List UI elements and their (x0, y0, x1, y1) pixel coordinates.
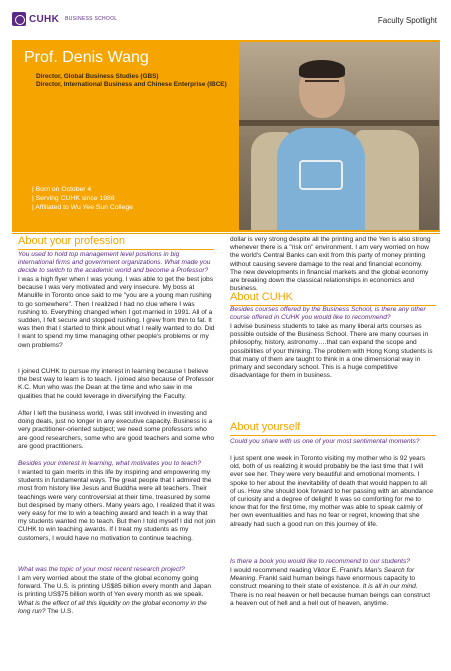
answer-paragraph: dollar is very strong despite all the printing and the Yen is also strong whenever there is a "risk on" environment. I am very worried on how the world's Central Banks can exit from this party of money printing without causing severe damage to the real and financial economy. The new developments in financial markets and the global economy are breaking down the classical relationships in economics and business. (230, 236, 431, 293)
section-label: Faculty Spotlight (377, 16, 437, 25)
hero-banner (12, 40, 440, 232)
answer-paragraph: I was a high flyer when I was young. I was able to get the best jobs because I was very motivated and very insecure. My boss at Manulife in Toronto once said to me "you are a young man rushing to go somewhere". Then I realized I had no clue where I was rushing to. Everything changed when I got married in 1991. All of a sudden, I felt secure and stopped rushing. I grew from thin to fat. It was then that I started to think about what I really wanted to do. Did I want to spend my time managing other people's problems or my own problems? (18, 276, 215, 349)
answer-paragraph: I just spent one week in Toronto visiting my mother who is 92 years old, both of us realizing it would probably be the last time that I will ever see her. They were very beautiful and emotional moments. I spoke to her about the inevitability of death that would happen to all of us. How she should look forward to her passing with an abundance of curiosity and a degree of delight! It was so comforting for me to know that for the first time, my mother was able to speak calmly of her own eventualities and has no fear or regret, knowing that she already had such a good run on this journey of life. (230, 455, 434, 528)
section-title-yourself: About yourself (230, 421, 301, 433)
answer-text: I would recommend reading Viktor E. Frankl's (230, 567, 363, 574)
question: What was the topic of your most recent research project? (18, 566, 185, 573)
section-bar (230, 435, 436, 436)
title-line: Director, International Business and Chinese Enterprise (IBCE) (36, 81, 227, 88)
question: Besides courses offered by the Business School, is there any other course offered in CUHK you would like to recommend? (230, 306, 426, 322)
section-bar (18, 249, 214, 250)
professor-titles (36, 73, 246, 89)
quote-text: It is all in our mind. (362, 583, 418, 591)
fact-college: | Affiliated to Wu Yee Sun College (32, 204, 133, 212)
answer-text: I am very worried about the state of the global economy going forward. The U.S. is printing US$85 billion every month and Japan is printing US$75 billion worth of Yen every month as we speak. (18, 575, 212, 599)
question: You used to hold top management level positions in big international firms and government organizations. What made you decide to switch to the academic world and become a Professor? (18, 251, 211, 275)
logo-name: CUHK (29, 13, 60, 25)
cuhk-logo (12, 12, 117, 26)
question: Is there a book you would like to recommend to our students? (230, 558, 410, 565)
answer-paragraph (230, 567, 434, 608)
answer-paragraph (18, 575, 216, 616)
inline-question: What is the effect of all this liquidity on the global economy in the long run? (18, 599, 207, 615)
banner-rule (12, 233, 440, 234)
professor-name: Prof. Denis Wang (24, 49, 149, 66)
answer-paragraph: I joined CUHK to pursue my interest in learning because I believe the best way to learn is to teach. I joined also because of Professor K.C. Mun who was the Dean at the time and who saw in me qualities that he could leverage in diversifying the Faculty. (18, 368, 214, 400)
photo-shirt-print (299, 160, 343, 190)
cuhk-emblem-icon (12, 12, 26, 26)
photo-glasses (305, 80, 339, 87)
photo-shelf (239, 120, 439, 126)
answer-text: There is no real heaven or hell because human beings can construct a heaven out of hell and a hell out of heaven, anytime. (230, 591, 431, 607)
fact-serving: | Serving CUHK since 1988 (32, 195, 115, 203)
portrait-photo (239, 42, 439, 230)
answer-text: . Frankl said human beings have enormous capacity to construct meaning to their state of existence. (230, 575, 416, 591)
answer-tail: The U.S. (47, 607, 74, 615)
question: Could you share with us one of your most sentimental moments? (230, 438, 420, 445)
question: Besides your interest in learning, what motivates you to teach? (18, 460, 201, 467)
title-line: Director, Global Business Studies (GBS) (36, 73, 159, 80)
professor-facts (32, 185, 232, 213)
page-header (0, 0, 451, 40)
logo-subtitle: BUSINESS SCHOOL (65, 16, 118, 22)
answer-paragraph: After I left the business world, I was still involved in investing and doing deals, just no longer in any executive capacity. Business is a very practitioner-oriented subject; we need some professors who are good researchers, some who are good teachers and some who are good practitioners. (18, 410, 215, 450)
answer-paragraph: I wanted to gain merits in this life by inspiring and empowering my students in fundamental ways. The great people that I admired the most from history like Jesus and Buddha were all teachers. Their teachings were very controversial at their time, treasured by some but despised by many others. Many years ago, I realized that it was very easy for me to win a teaching award and teach in a way that my students wanted me to teach. But then I told myself I did not join CUHK to win teaching awards. If I treat my students as my customers, I would have no motivation to continue teaching. (18, 469, 216, 542)
section-title-profession: About your profession (18, 235, 126, 247)
fact-born: | Born on October 4 (32, 186, 92, 193)
answer-paragraph: I advise business students to take as many liberal arts courses as possible outside of the Business School. There are many courses in philosophy, history, astronomy….that can expand the scope and possibilities of your thinking. The problem with Hong Kong students is that many of them are taught to think in a one dimensional way in primary and secondary school. This is a huge competitive disadvantage for them in business. (230, 323, 433, 380)
photo-hair (299, 60, 345, 78)
book-title: Man's Search for Meaning (230, 567, 415, 583)
section-title-cuhk: About CUHK (230, 291, 293, 303)
